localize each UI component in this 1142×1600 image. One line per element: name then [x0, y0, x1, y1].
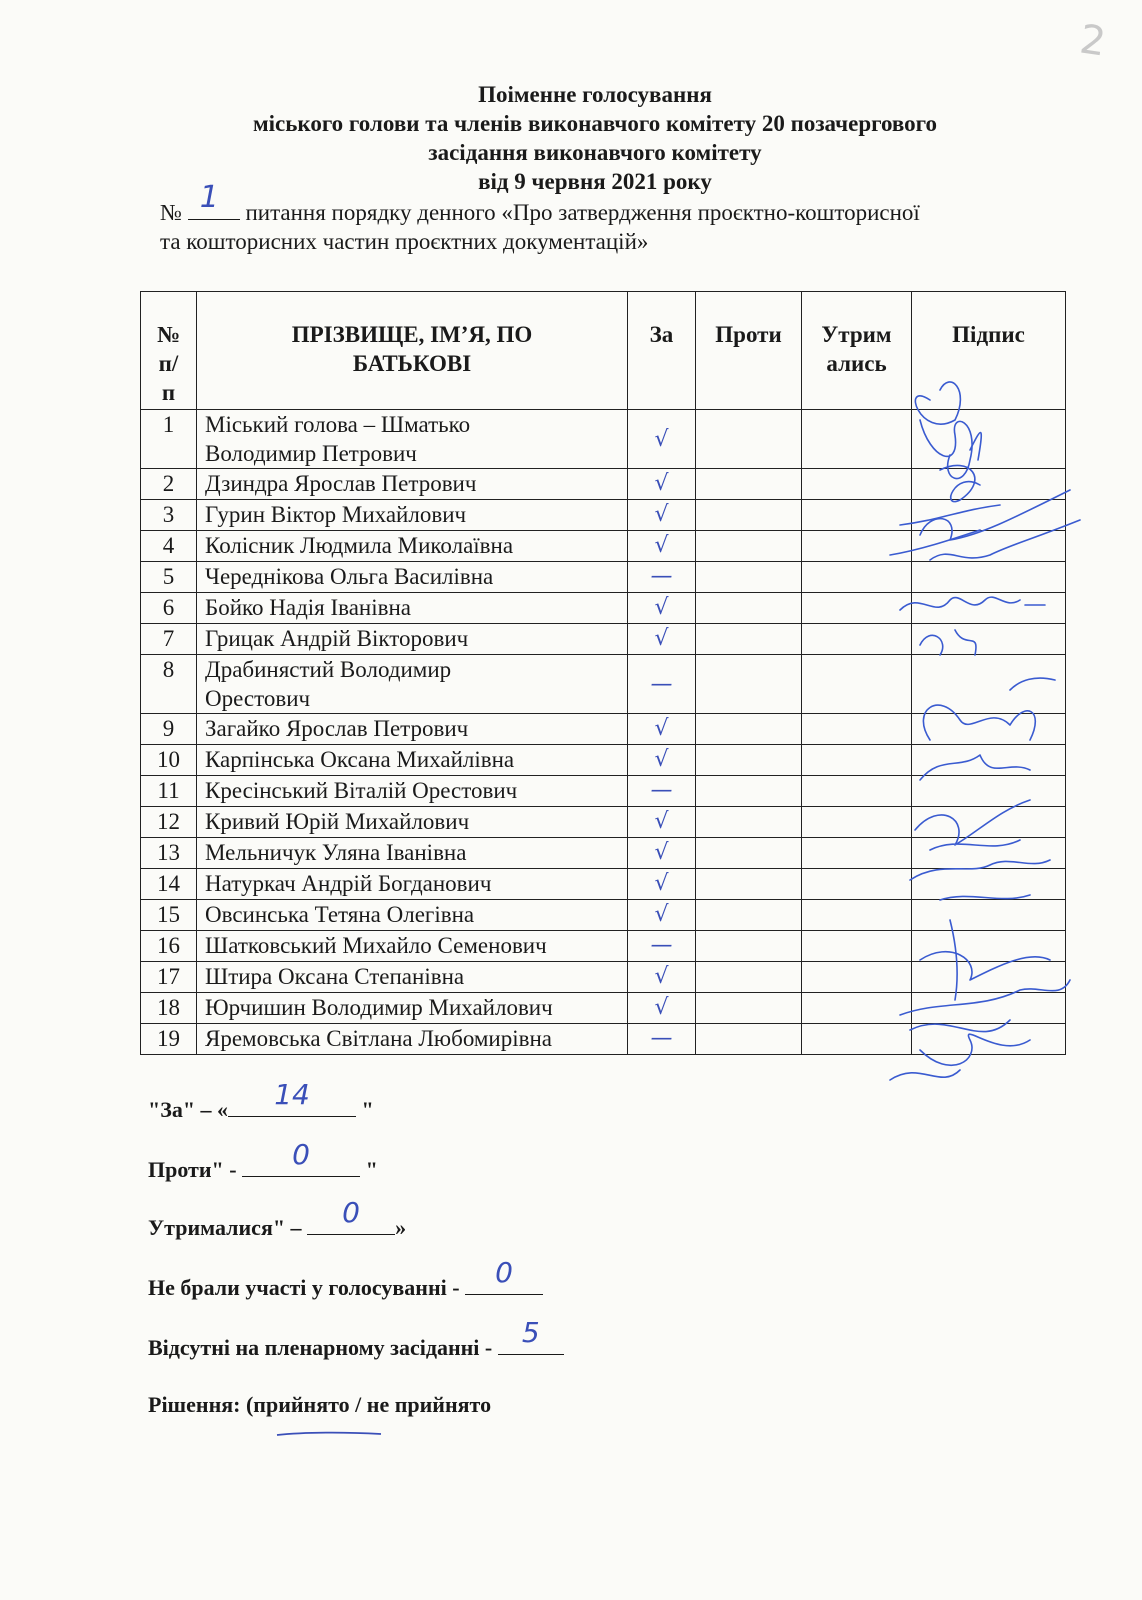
- vote-for-mark: √: [628, 900, 696, 931]
- signature-cell: [912, 593, 1066, 624]
- vote-abstain-cell: [802, 410, 912, 469]
- row-number: 10: [141, 745, 197, 776]
- vote-abstain-cell: [802, 838, 912, 869]
- vote-for-mark: √: [628, 962, 696, 993]
- row-number: 9: [141, 714, 197, 745]
- member-name-line: Натуркач Андрій Богданович: [205, 871, 492, 896]
- table-row: [141, 655, 1066, 714]
- member-name-line: Кресінський Віталій Орестович: [205, 778, 518, 803]
- vote-for-mark: —: [628, 931, 696, 962]
- vote-against-cell: [696, 593, 802, 624]
- total-absent-value: 5: [521, 1316, 540, 1349]
- vote-against-cell: [696, 562, 802, 593]
- decision-underline: [275, 1430, 383, 1438]
- table-row: [141, 714, 1066, 745]
- member-name: [197, 562, 628, 593]
- table-row: [141, 993, 1066, 1024]
- document-title: [140, 80, 1050, 196]
- vote-for-mark: √: [628, 531, 696, 562]
- table-header-row: [141, 292, 1066, 410]
- member-name-line: Міський голова – Шматько: [205, 412, 471, 437]
- signature-cell: [912, 531, 1066, 562]
- row-number: 11: [141, 776, 197, 807]
- title-line-1: Поіменне голосування: [478, 82, 712, 107]
- member-name-line: Володимир Петрович: [205, 441, 417, 466]
- signature-cell: [912, 1024, 1066, 1055]
- signature-cell: [912, 900, 1066, 931]
- member-name-line: Шатковський Михайло Семенович: [205, 933, 547, 958]
- row-number: 16: [141, 931, 197, 962]
- header-abstain: Утрим ались: [802, 292, 912, 410]
- agenda-number-field: [188, 180, 240, 220]
- vote-abstain-cell: [802, 931, 912, 962]
- header-signature: Підпис: [912, 292, 1066, 410]
- vote-against-cell: [696, 807, 802, 838]
- vote-for-mark: √: [628, 745, 696, 776]
- vote-for-mark: —: [628, 1024, 696, 1055]
- signature-cell: [912, 562, 1066, 593]
- signature-cell: [912, 931, 1066, 962]
- signature-cell: [912, 869, 1066, 900]
- row-number: 6: [141, 593, 197, 624]
- total-absent: Відсутні на пленарному засіданні - 5: [148, 1332, 564, 1361]
- vote-against-cell: [696, 869, 802, 900]
- member-name: [197, 624, 628, 655]
- vote-for-mark: √: [628, 410, 696, 469]
- vote-for-mark: √: [628, 469, 696, 500]
- agenda-number-prefix: №: [160, 200, 182, 225]
- member-name: [197, 931, 628, 962]
- vote-against-cell: [696, 993, 802, 1024]
- header-for: За: [628, 292, 696, 410]
- table-row: [141, 593, 1066, 624]
- vote-against-cell: [696, 500, 802, 531]
- member-name: [197, 962, 628, 993]
- member-name-line: Драбинястий Володимир: [205, 657, 452, 682]
- vote-for-mark: —: [628, 562, 696, 593]
- total-for-value: 14: [274, 1078, 310, 1111]
- member-name: [197, 531, 628, 562]
- vote-for-mark: √: [628, 993, 696, 1024]
- signature-cell: [912, 962, 1066, 993]
- vote-against-cell: [696, 1024, 802, 1055]
- vote-abstain-cell: [802, 1024, 912, 1055]
- total-not-voted-value: 0: [495, 1256, 513, 1289]
- member-name-line: Орестович: [205, 686, 311, 711]
- signature-cell: [912, 714, 1066, 745]
- vote-for-mark: —: [628, 655, 696, 714]
- agenda-text-line-2: та кошторисних частин проєктних документацій»: [160, 229, 649, 254]
- member-name: [197, 714, 628, 745]
- member-name-line: Череднікова Ольга Василівна: [205, 564, 494, 589]
- vote-abstain-cell: [802, 562, 912, 593]
- vote-against-cell: [696, 962, 802, 993]
- table-row: [141, 410, 1066, 469]
- member-name: [197, 500, 628, 531]
- signature-cell: [912, 745, 1066, 776]
- row-number: 18: [141, 993, 197, 1024]
- signature-cell: [912, 993, 1066, 1024]
- header-name: ПРІЗВИЩЕ, ІМ’Я, ПО БАТЬКОВІ: [197, 292, 628, 410]
- member-name-line: Мельничук Уляна Іванівна: [205, 840, 467, 865]
- vote-against-cell: [696, 624, 802, 655]
- vote-abstain-cell: [802, 500, 912, 531]
- member-name-line: Загайко Ярослав Петрович: [205, 716, 469, 741]
- vote-abstain-cell: [802, 776, 912, 807]
- total-for: "За" – « 14 ": [148, 1078, 374, 1122]
- vote-against-cell: [696, 410, 802, 469]
- signature-cell: [912, 624, 1066, 655]
- table-row: [141, 745, 1066, 776]
- vote-for-mark: √: [628, 838, 696, 869]
- signature-cell: [912, 838, 1066, 869]
- vote-against-cell: [696, 838, 802, 869]
- table-row: [141, 869, 1066, 900]
- row-number: 5: [141, 562, 197, 593]
- member-name-line: Кривий Юрій Михайлович: [205, 809, 470, 834]
- total-not-voted: Не брали участі у голосуванні - 0: [148, 1272, 543, 1301]
- table-row: [141, 469, 1066, 500]
- member-name-line: Овсинська Тетяна Олегівна: [205, 902, 475, 927]
- table-row: [141, 838, 1066, 869]
- vote-against-cell: [696, 931, 802, 962]
- row-number: 15: [141, 900, 197, 931]
- table-row: [141, 500, 1066, 531]
- row-number: 8: [141, 655, 197, 714]
- vote-for-mark: √: [628, 593, 696, 624]
- row-number: 13: [141, 838, 197, 869]
- member-name: [197, 655, 628, 714]
- member-name: [197, 410, 628, 469]
- table-row: [141, 900, 1066, 931]
- table-row: [141, 624, 1066, 655]
- member-name-line: Грицак Андрій Вікторович: [205, 626, 469, 651]
- table-row: [141, 776, 1066, 807]
- title-line-2: міського голови та членів виконавчого комітету 20 позачергового: [252, 111, 938, 136]
- vote-for-mark: √: [628, 500, 696, 531]
- table-row: [141, 807, 1066, 838]
- member-name: [197, 593, 628, 624]
- total-abstain: Утрималися" – 0 »: [148, 1196, 407, 1240]
- vote-abstain-cell: [802, 900, 912, 931]
- title-line-3: засідання виконавчого комітету: [428, 140, 762, 165]
- header-number: № п/ п: [141, 292, 197, 410]
- total-against-value: 0: [292, 1138, 310, 1171]
- table-row: [141, 931, 1066, 962]
- vote-for-mark: √: [628, 869, 696, 900]
- member-name-line: Юрчишин Володимир Михайлович: [205, 995, 553, 1020]
- vote-for-mark: √: [628, 624, 696, 655]
- signature-cell: [912, 807, 1066, 838]
- vote-abstain-cell: [802, 469, 912, 500]
- vote-abstain-cell: [802, 869, 912, 900]
- vote-against-cell: [696, 469, 802, 500]
- vote-abstain-cell: [802, 593, 912, 624]
- row-number: 19: [141, 1024, 197, 1055]
- vote-abstain-cell: [802, 993, 912, 1024]
- vote-against-cell: [696, 776, 802, 807]
- vote-abstain-cell: [802, 714, 912, 745]
- table-row: [141, 962, 1066, 993]
- row-number: 17: [141, 962, 197, 993]
- member-name-line: Карпінська Оксана Михайлівна: [205, 747, 515, 772]
- row-number: 1: [141, 410, 197, 469]
- vote-abstain-cell: [802, 962, 912, 993]
- member-name: [197, 900, 628, 931]
- vote-against-cell: [696, 745, 802, 776]
- vote-against-cell: [696, 531, 802, 562]
- vote-for-mark: √: [628, 807, 696, 838]
- signature-cell: [912, 655, 1066, 714]
- member-name-line: Яремовська Світлана Любомирівна: [205, 1026, 553, 1051]
- row-number: 12: [141, 807, 197, 838]
- member-name: [197, 807, 628, 838]
- member-name-line: Дзиндра Ярослав Петрович: [205, 471, 477, 496]
- page-number-mark: 2: [1076, 16, 1109, 66]
- table-row: [141, 1024, 1066, 1055]
- vote-for-mark: √: [628, 714, 696, 745]
- vote-abstain-cell: [802, 624, 912, 655]
- member-name: [197, 869, 628, 900]
- vote-against-cell: [696, 714, 802, 745]
- vote-abstain-cell: [802, 655, 912, 714]
- member-name: [197, 993, 628, 1024]
- title-line-4: від 9 червня 2021 року: [478, 169, 712, 194]
- member-name-line: Колісник Людмила Миколаївна: [205, 533, 514, 558]
- row-number: 14: [141, 869, 197, 900]
- signature-cell: [912, 500, 1066, 531]
- table-row: [141, 562, 1066, 593]
- member-name-line: Гурин Віктор Михайлович: [205, 502, 467, 527]
- vote-abstain-cell: [802, 745, 912, 776]
- agenda-number-handwritten: 1: [199, 180, 219, 215]
- signature-cell: [912, 410, 1066, 469]
- member-name: [197, 469, 628, 500]
- vote-against-cell: [696, 655, 802, 714]
- signature-cell: [912, 776, 1066, 807]
- row-number: 4: [141, 531, 197, 562]
- row-number: 2: [141, 469, 197, 500]
- decision: Рішення: (прийнято / не прийнято: [148, 1392, 492, 1417]
- total-abstain-value: 0: [342, 1196, 360, 1229]
- roll-call-table: [140, 291, 1066, 1055]
- member-name: [197, 745, 628, 776]
- row-number: 7: [141, 624, 197, 655]
- total-against: Проти" - 0 ": [148, 1138, 378, 1182]
- vote-for-mark: —: [628, 776, 696, 807]
- vote-abstain-cell: [802, 807, 912, 838]
- member-name-line: Штира Оксана Степанівна: [205, 964, 465, 989]
- agenda-text-line-1: питання порядку денного «Про затвердження проєктно-кошторисної: [245, 200, 920, 225]
- vote-against-cell: [696, 900, 802, 931]
- vote-abstain-cell: [802, 531, 912, 562]
- member-name: [197, 1024, 628, 1055]
- member-name: [197, 838, 628, 869]
- signature-cell: [912, 469, 1066, 500]
- member-name: [197, 776, 628, 807]
- header-against: Проти: [696, 292, 802, 410]
- row-number: 3: [141, 500, 197, 531]
- table-row: [141, 531, 1066, 562]
- member-name-line: Бойко Надія Іванівна: [205, 595, 412, 620]
